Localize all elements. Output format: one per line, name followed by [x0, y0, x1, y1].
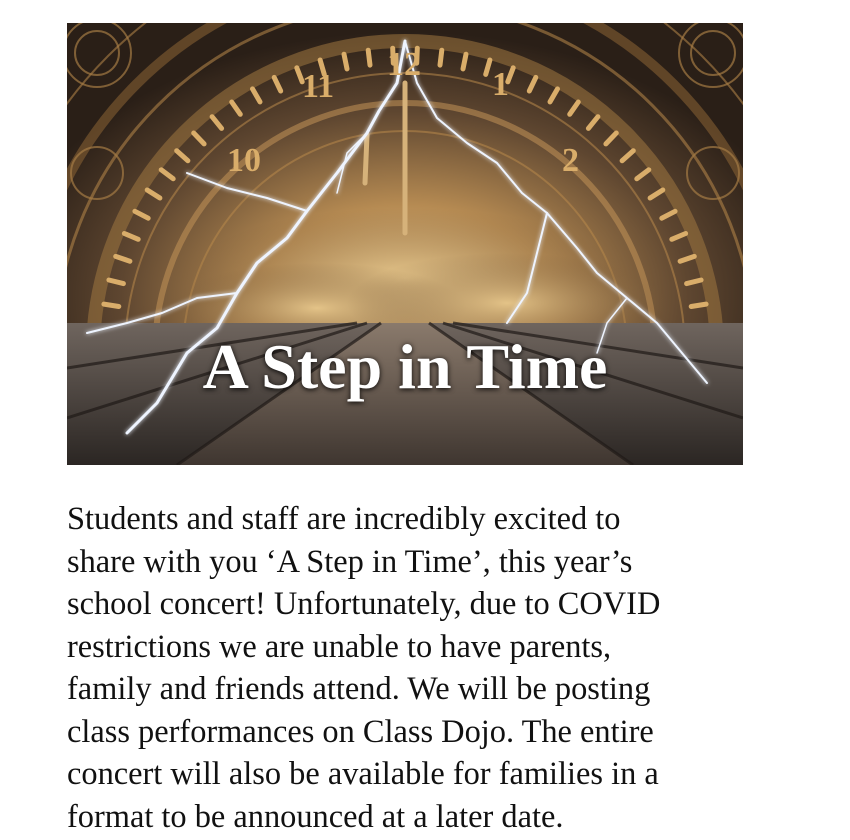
- clock-numeral-11: 11: [302, 68, 335, 105]
- announcement-line: Students and staff are incredibly excited to: [67, 501, 621, 537]
- clock-numeral-12: 12: [387, 46, 421, 83]
- concert-announcement: [67, 498, 767, 838]
- announcement-line: restrictions we are unable to have parents,: [67, 628, 612, 665]
- clock-numeral-1: 1: [492, 66, 509, 103]
- clock-numeral-10: 10: [227, 142, 261, 179]
- hero-title: A Step in Time: [202, 331, 608, 402]
- dial-tick: [440, 50, 442, 65]
- announcement-line: format to be announced at a later date.: [67, 798, 564, 835]
- clock-numeral-2: 2: [562, 142, 579, 179]
- dial-tick: [463, 54, 466, 69]
- dial-tick: [691, 304, 706, 306]
- dial-tick: [344, 54, 347, 69]
- announcement-line: family and friends attend. We will be posting: [67, 671, 651, 707]
- hero-image: [67, 23, 743, 465]
- dial-tick: [368, 50, 370, 65]
- announcement-line: class performances on Class Dojo. The entire: [67, 713, 654, 750]
- announcement-line: share with you ‘A Step in Time’, this year’s: [67, 543, 633, 580]
- dial-tick: [109, 280, 124, 284]
- announcement-line: school concert! Unfortunately, due to COVID: [67, 586, 661, 622]
- dial-tick: [104, 304, 119, 306]
- announcement-line: concert will also be available for families in a: [67, 756, 659, 792]
- dial-tick: [687, 280, 702, 284]
